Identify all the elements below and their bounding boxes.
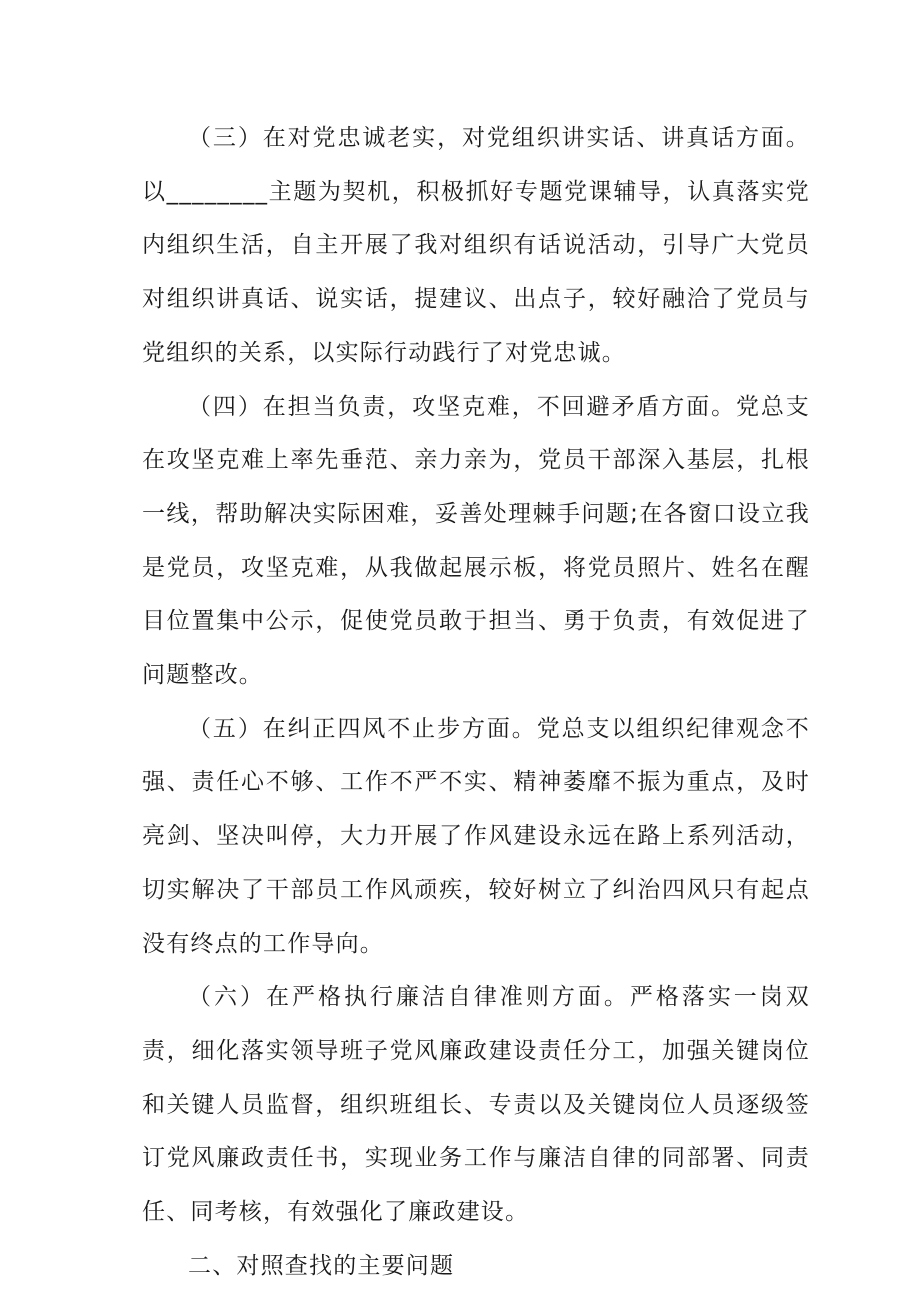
section-heading: 二、对照查找的主要问题 [188, 1252, 455, 1279]
paragraph-loyalty: （三）在对党忠诚老实，对党组织讲实话、讲真话方面。以________主题为契机，积极抓好专题党课辅导，认真落实党内组织生活，自主开展了我对组织有话说活动，引导广大党员对组织讲真话、说实话，提建议、出点子，较好融洽了党员与党组织的关系，以实际行动践行了对党忠诚。 [142, 125, 810, 366]
paragraph-four-styles: （五）在纠正四风不止步方面。党总支以组织纪律观念不强、责任心不够、工作不严不实、精神萎靡不振为重点，及时亮剑、坚决叫停，大力开展了作风建设永远在路上系列活动，切实解决了干部员工作风顽疾，较好树立了纠治四风只有起点没有终点的工作导向。 [142, 715, 810, 957]
paragraph-responsibility: （四）在担当负责，攻坚克难，不回避矛盾方面。党总支在攻坚克难上率先垂范、亲力亲为，党员干部深入基层，扎根一线，帮助解决实际困难，妥善处理棘手问题;在各窗口设立我是党员，攻坚克难，从我做起展示板，将党员照片、姓名在醒目位置集中公示，促使党员敢于担当、勇于负责，有效促进了问题整改。 [142, 393, 810, 689]
document-page [142, 112, 810, 1293]
paragraph-integrity: （六）在严格执行廉洁自律准则方面。严格落实一岗双责，细化落实领导班子党风廉政建设责任分工，加强关键岗位和关键人员监督，组织班组长、专责以及关键岗位人员逐级签订党风廉政责任书，实现业务工作与廉洁自律的同部署、同责任、同考核，有效强化了廉政建设。 [142, 984, 810, 1226]
